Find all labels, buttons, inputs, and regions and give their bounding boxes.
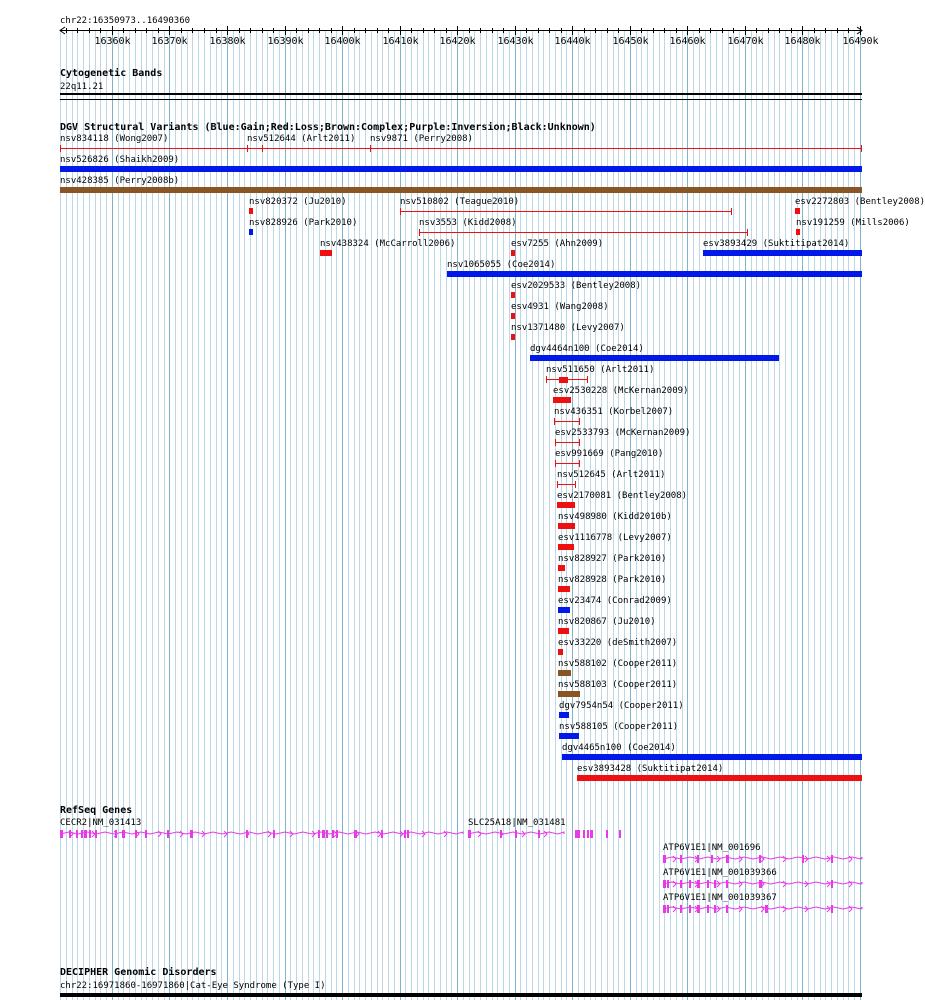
dgv-feature-label[interactable]: nsv498980 (Kidd2010b) [558,512,672,522]
dgv-feature-label[interactable]: nsv588102 (Cooper2011) [558,659,678,669]
gene-exon [273,830,275,838]
ruler-tick-label: 16370k [151,36,188,47]
gene-exon [583,830,585,838]
ruler-tick-label: 16490k [842,36,879,47]
ruler-tick-label: 16430k [497,36,534,47]
gene-exon [697,880,700,888]
decipher-label[interactable]: chr22:16971860-16971860|Cat-Eye Syndrome (Type I) [60,981,326,991]
gene-strand-chevron [290,831,293,837]
gene-exon [663,855,666,863]
ruler-tick-label: 16460k [669,36,706,47]
dgv-feature-label[interactable]: dgv4464n100 (Coe2014) [530,344,644,354]
gene-strand-chevron [92,831,95,837]
gene-label[interactable]: ATP6V1E1|NM_001039366 [663,868,777,878]
dgv-feature-label[interactable]: nsv588103 (Cooper2011) [558,680,678,690]
ruler-tick-label: 16390k [267,36,304,47]
dgv-feature-label[interactable]: nsv428385 (Perry2008b) [60,176,180,186]
gene-exon [714,905,716,913]
dgv-feature-label[interactable]: nsv511650 (Arlt2011) [546,365,655,375]
gene-exon [663,880,666,888]
gene-exon [765,905,768,913]
dgv-feature-label[interactable]: esv1116778 (Levy2007) [558,533,672,543]
gene-exon [326,830,328,838]
dgv-feature-label[interactable]: nsv438324 (McCarroll2006) [320,239,456,249]
dgv-feature-label[interactable]: esv3893428 (Suktitipat2014) [577,764,724,774]
gene-exon [711,855,713,863]
gene-strand-chevron [422,831,425,837]
gene-label[interactable]: SLC25A18|NM_031481 [468,818,566,828]
gene-strand-chevron [827,906,830,912]
gene-exon [122,830,125,838]
dgv-feature-label[interactable]: esv33220 (deSmith2007) [558,638,678,648]
dgv-feature-label[interactable]: nsv512644 (Arlt2011) [247,134,356,144]
dgv-feature-label[interactable]: nsv9871 (Perry2008) [370,134,473,144]
gene-exon [667,905,669,913]
gene-exon [697,855,699,863]
gene-strand-chevron [673,856,676,862]
ruler-tick-label: 16410k [382,36,419,47]
gene-strand-chevron [673,906,676,912]
gene-exon [667,880,669,888]
gene-exon [95,830,97,838]
gene-exon [707,880,709,888]
gene-strand-chevron [224,831,227,837]
gene-label[interactable]: CECR2|NM_031413 [60,818,142,828]
dgv-feature-label[interactable]: esv2272803 (Bentley2008) [795,197,925,207]
gene-exon [689,905,691,913]
gene-strand-chevron [827,856,830,862]
gene-exon [606,830,608,838]
dgv-feature-label[interactable]: esv991669 (Pang2010) [555,449,664,459]
gene-strand-chevron [739,881,742,887]
gene-strand-chevron [783,906,786,912]
gene-exon [587,830,589,838]
dgv-feature-label[interactable]: esv4931 (Wang2008) [511,302,609,312]
gene-exon [578,830,580,838]
gene-exon [336,830,338,838]
gene-exon [726,855,729,863]
gene-label[interactable]: ATP6V1E1|NM_001039367 [663,893,777,903]
gene-exon [60,830,63,838]
gene-exon [714,880,716,888]
gene-exon [831,855,833,863]
gene-exon [831,905,833,913]
dgv-feature-label[interactable]: esv2029533 (Bentley2008) [511,281,642,291]
dgv-feature-label[interactable]: nsv1065055 (Coe2014) [447,260,556,270]
cytoband-track-title: Cytogenetic Bands [60,68,163,79]
gene-strand-chevron [180,831,183,837]
gene-exon [332,830,334,838]
ruler-tick-label: 16360k [94,36,131,47]
gene-strand-chevron [378,831,381,837]
gene-exon [726,880,728,888]
gene-label[interactable]: ATP6V1E1|NM_001696 [663,843,761,853]
gene-exon [354,830,357,838]
gene-exon [322,830,325,838]
ruler-tick-label: 16470k [727,36,764,47]
gene-strand-chevron [739,906,742,912]
gene-exon [84,830,87,838]
decipher-track-title: DECIPHER Genomic Disorders [60,967,217,978]
gene-exon [759,855,761,863]
gene-exon [81,830,83,838]
gene-exon [381,830,383,838]
gene-exon [404,830,406,838]
gene-exon [707,905,709,913]
cytoband-label[interactable]: 22q11.21 [60,82,104,92]
gene-exon [407,830,409,838]
gene-exon [575,830,578,838]
dgv-feature-label[interactable]: nsv820372 (Ju2010) [249,197,347,207]
gene-exon [590,830,593,838]
dgv-feature-label[interactable]: nsv436351 (Korbel2007) [554,407,674,417]
dgv-feature-label[interactable]: esv7255 (Ahn2009) [511,239,604,249]
decipher-bar[interactable] [60,993,862,997]
gene-exon [69,830,71,838]
dgv-feature-label[interactable]: nsv828927 (Park2010) [558,554,667,564]
gene-exon [538,830,540,838]
gene-exon [468,830,471,838]
gene-exon [663,905,666,913]
dgv-track-title: DGV Structural Variants (Blue:Gain;Red:Loss;Brown:Complex;Purple:Inversion;Black:Unknown) [60,122,596,133]
gene-exon [697,905,700,913]
gene-exon [680,905,682,913]
gene-strand-chevron [827,881,830,887]
ruler-tick-label: 16420k [439,36,476,47]
gene-exon [167,830,169,838]
gene-exon [145,830,147,838]
ruler-tick-label: 16400k [324,36,361,47]
refseq-track-title: RefSeq Genes [60,805,133,816]
gene-exon [802,855,804,863]
ruler-tick-label: 16450k [612,36,649,47]
gene-exon [619,830,621,838]
dgv-feature-label[interactable]: esv2533793 (McKernan2009) [555,428,691,438]
dgv-feature-label[interactable]: dgv7954n54 (Cooper2011) [559,701,684,711]
gene-exon [246,830,248,838]
gene-exon [680,880,682,888]
gene-strand-chevron [783,881,786,887]
dgv-feature-label[interactable]: esv23474 (Conrad2009) [558,596,672,606]
ruler-tick-label: 16480k [784,36,821,47]
gene-exon [190,830,193,838]
gene-exon [76,830,78,838]
dgv-feature-label[interactable]: nsv1371480 (Levy2007) [511,323,625,333]
dgv-feature-label[interactable]: nsv828926 (Park2010) [249,218,358,228]
ruler-tick-label: 16380k [209,36,246,47]
ruler-tick-label: 16440k [554,36,591,47]
dgv-feature-label[interactable]: esv2530228 (McKernan2009) [553,386,689,396]
gene-exon [831,880,833,888]
gene-exon [515,830,517,838]
gene-exon [689,880,691,888]
dgv-feature-label[interactable]: nsv512645 (Arlt2011) [557,470,666,480]
gene-exon [89,830,91,838]
dgv-feature-label[interactable]: nsv526826 (Shaikh2009) [60,155,180,165]
gene-exon [500,830,502,838]
gene-strand-chevron [739,856,742,862]
gene-strand-chevron [673,881,676,887]
dgv-feature-label[interactable]: nsv828928 (Park2010) [558,575,667,585]
gene-exon [726,905,728,913]
gene-exon [135,830,137,838]
gene-strand-chevron [478,831,481,837]
dgv-feature-label[interactable]: nsv820867 (Ju2010) [558,617,656,627]
dgv-feature-label[interactable]: nsv588105 (Cooper2011) [559,722,679,732]
dgv-feature-label[interactable]: esv3893429 (Suktitipat2014) [703,239,850,249]
dgv-feature-label[interactable]: nsv191259 (Mills2006) [796,218,910,228]
gene-exon [318,830,320,838]
gene-strand-chevron [268,831,271,837]
gene-exon [115,830,117,838]
gene-strand-chevron [544,831,547,837]
dgv-feature-label[interactable]: esv2170081 (Bentley2008) [557,491,688,501]
dgv-feature-label[interactable]: nsv510802 (Teague2010) [400,197,520,207]
dgv-feature-label[interactable]: nsv3553 (Kidd2008) [419,218,517,228]
ruler-position-label: chr22:16350973..16490360 [60,16,191,26]
gene-exon [759,880,762,888]
gene-strand-chevron [783,856,786,862]
dgv-feature-label[interactable]: nsv834118 (Wong2007) [60,134,169,144]
dgv-feature-label[interactable]: dgv4465n100 (Coe2014) [562,743,676,753]
gene-exon [680,855,682,863]
